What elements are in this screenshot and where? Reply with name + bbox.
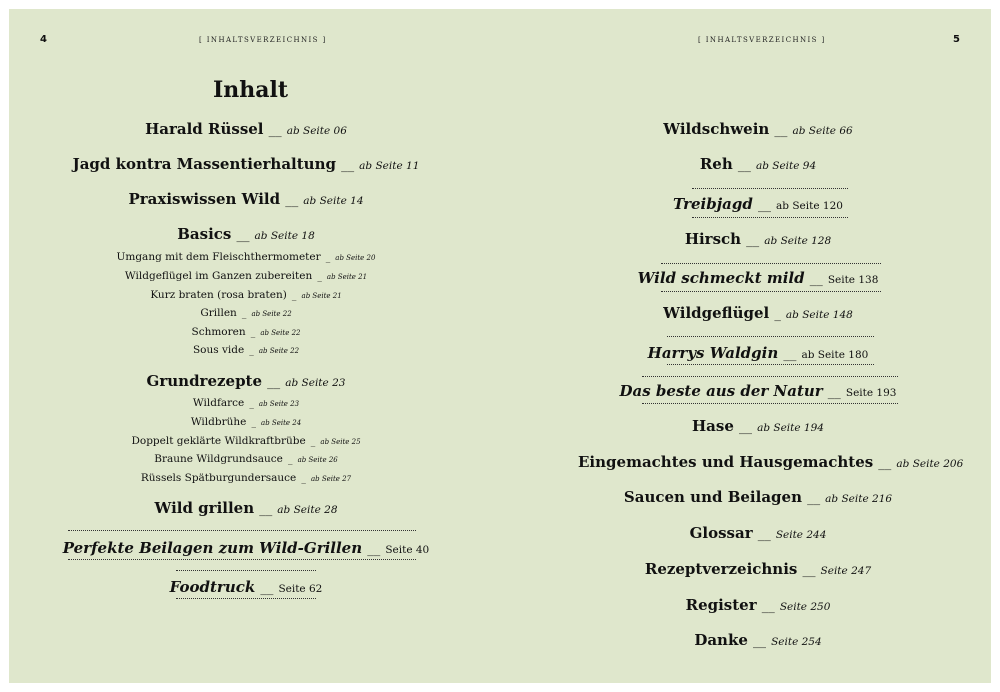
toc-entry[interactable]	[578, 154, 938, 173]
entry-page-ref: ab Seite 180	[801, 349, 869, 361]
entry-name: Foodtruck	[169, 578, 256, 596]
entry-page-ref: ab Seite 25	[320, 438, 361, 446]
entry-separator: _	[301, 474, 306, 484]
entry-name: Treibjagd	[673, 195, 753, 213]
entry-name: Wildgeflügel	[663, 304, 770, 322]
entry-name: Doppelt geklärte Wildkraftbrübe	[131, 435, 306, 447]
dotted-rule	[667, 364, 874, 365]
entry-page-ref: Seite 40	[385, 544, 430, 556]
entry-separator: __	[774, 123, 788, 138]
toc-entry[interactable]	[578, 229, 938, 248]
entry-name: Hase	[692, 417, 734, 435]
dotted-rule	[68, 530, 416, 531]
entry-page-ref: ab Seite 14	[303, 195, 364, 207]
entry-page-ref: ab Seite 26	[297, 456, 338, 464]
entry-page-ref: Seite 247	[820, 565, 872, 577]
entry-page-ref: ab Seite 21	[301, 292, 342, 300]
dotted-rule	[176, 570, 316, 571]
entry-page-ref: Seite 244	[775, 529, 827, 541]
toc-subentry[interactable]	[46, 245, 446, 264]
entry-separator: __	[267, 375, 281, 390]
entry-name: Rezeptverzeichnis	[644, 560, 798, 578]
entry-page-ref: ab Seite 216	[825, 493, 893, 505]
entry-name: Jagd kontra Massentierhaltung	[72, 155, 336, 173]
toc-feature-entry[interactable]	[578, 268, 938, 287]
entry-separator: __	[757, 527, 771, 542]
entry-name: Wildfarce	[192, 397, 245, 409]
entry-page-ref: Seite 254	[771, 636, 822, 648]
entry-separator: __	[807, 491, 821, 506]
toc-feature-entry[interactable]	[578, 194, 938, 213]
dotted-rule	[692, 188, 848, 189]
entry-page-ref: Seite 193	[845, 387, 897, 399]
entry-page-ref: ab Seite 22	[251, 310, 292, 318]
entry-page-ref: ab Seite 27	[310, 475, 352, 483]
toc-entry[interactable]	[46, 119, 446, 138]
toc-entry[interactable]	[46, 498, 446, 517]
dotted-rule	[68, 559, 416, 560]
entry-name: Grillen	[200, 307, 237, 319]
entry-separator: __	[341, 158, 355, 173]
running-head-right: [ INHALTSVERZEICHNIS ]	[698, 36, 826, 44]
toc-entry[interactable]	[578, 452, 964, 471]
entry-name: Reh	[699, 155, 733, 173]
entry-name: Umgang mit dem Fleischthermometer	[116, 251, 321, 263]
toc-subentry[interactable]	[46, 264, 446, 283]
toc-entry[interactable]	[46, 224, 446, 243]
entry-name: Eingemachtes und Hausgemachtes	[578, 453, 874, 471]
toc-subentry[interactable]	[46, 429, 446, 448]
toc-entry[interactable]	[46, 189, 446, 208]
entry-page-ref: ab Seite 18	[254, 230, 315, 242]
entry-name: Hirsch	[684, 230, 742, 248]
entry-name: Wildgeflügel im Ganzen zubereiten	[124, 270, 313, 282]
entry-separator: __	[827, 385, 841, 400]
entry-separator: __	[761, 599, 775, 614]
entry-name: Perfekte Beilagen zum Wild-Grillen	[62, 539, 363, 557]
dotted-rule	[692, 217, 848, 218]
dotted-rule	[642, 376, 898, 377]
toc-entry[interactable]	[46, 154, 446, 173]
entry-separator: _	[249, 399, 254, 409]
dotted-rule	[667, 336, 874, 337]
entry-separator: __	[802, 563, 816, 578]
entry-separator: _	[317, 272, 322, 282]
entry-separator: _	[250, 328, 256, 338]
book-spread	[9, 9, 991, 683]
entry-name: Wild grillen	[154, 499, 255, 517]
entry-page-ref: ab Seite 22	[258, 347, 300, 355]
dotted-rule	[661, 291, 881, 292]
toc-entry[interactable]	[578, 416, 938, 435]
entry-name: Schmoren	[191, 326, 246, 338]
entry-name: Danke	[694, 631, 748, 649]
toc-feature-entry[interactable]	[578, 343, 938, 362]
entry-name: Kurz braten (rosa braten)	[150, 289, 287, 301]
toc-entry[interactable]	[578, 303, 938, 322]
page-number-left: 4	[40, 34, 47, 45]
dotted-rule	[642, 403, 898, 404]
entry-separator: __	[260, 581, 274, 596]
entry-separator: __	[878, 456, 892, 471]
entry-page-ref: Seite 138	[827, 274, 879, 286]
toc-subentry[interactable]	[46, 410, 446, 429]
dotted-rule	[661, 263, 881, 264]
entry-separator: _	[251, 418, 256, 428]
entry-page-ref: ab Seite 21	[326, 273, 368, 281]
entry-separator: __	[259, 502, 273, 517]
entry-page-ref: ab Seite 128	[764, 235, 832, 247]
entry-name: Praxiswissen Wild	[128, 190, 281, 208]
entry-name: Grundrezepte	[146, 372, 263, 390]
toc-subentry[interactable]	[46, 338, 446, 357]
toc-feature-entry[interactable]	[46, 577, 446, 596]
entry-name: Basics	[177, 225, 232, 243]
entry-page-ref: ab Seite 23	[258, 400, 300, 408]
entry-page-ref: ab Seite 206	[896, 458, 964, 470]
toc-title: Inhalt	[213, 77, 289, 103]
entry-name: Wildbrühe	[190, 416, 247, 428]
entry-page-ref: ab Seite 120	[776, 200, 843, 212]
toc-subentry[interactable]	[46, 447, 446, 466]
entry-name: Wild schmeckt mild	[637, 269, 805, 287]
entry-separator: _	[310, 437, 316, 447]
entry-separator: __	[367, 542, 381, 557]
entry-page-ref: ab Seite 20	[335, 254, 376, 262]
entry-name: Harrys Waldgin	[647, 344, 779, 362]
toc-entry[interactable]	[46, 371, 446, 390]
toc-subentry[interactable]	[46, 391, 446, 410]
entry-separator: __	[738, 420, 752, 435]
entry-page-ref: Seite 62	[278, 583, 323, 595]
entry-page-ref: ab Seite 24	[261, 419, 302, 427]
entry-separator: __	[753, 634, 766, 649]
entry-separator: __	[746, 233, 760, 248]
toc-subentry[interactable]	[46, 283, 446, 302]
entry-page-ref: ab Seite 148	[785, 309, 853, 321]
entry-name: Wildschwein	[663, 120, 770, 138]
toc-subentry[interactable]	[46, 320, 446, 339]
entry-page-ref: ab Seite 194	[757, 422, 824, 434]
entry-name: Glossar	[689, 524, 753, 542]
entry-page-ref: ab Seite 11	[359, 160, 420, 172]
entry-name: Register	[685, 596, 757, 614]
entry-page-ref: ab Seite 22	[260, 329, 301, 337]
toc-entry[interactable]	[578, 119, 938, 138]
entry-page-ref: Seite 250	[779, 601, 831, 613]
toc-entry[interactable]	[578, 487, 938, 506]
entry-page-ref: ab Seite 28	[277, 504, 338, 516]
entry-separator: _	[241, 309, 247, 319]
entry-page-ref: ab Seite 94	[755, 160, 817, 172]
toc-entry[interactable]	[578, 559, 938, 578]
entry-separator: __	[757, 198, 771, 213]
entry-name: Das beste aus der Natur	[619, 382, 823, 400]
entry-separator: _	[249, 346, 254, 356]
toc-subentry[interactable]	[46, 301, 446, 320]
running-head-left: [ INHALTSVERZEICHNIS ]	[199, 36, 327, 44]
toc-entry[interactable]	[578, 630, 938, 649]
entry-page-ref: ab Seite 66	[792, 125, 853, 137]
entry-separator: __	[783, 347, 797, 362]
toc-feature-entry[interactable]	[578, 381, 938, 400]
entry-page-ref: ab Seite 23	[285, 377, 346, 389]
entry-name: Harald Rüssel	[145, 120, 264, 138]
entry-separator: __	[737, 158, 751, 173]
entry-page-ref: ab Seite 06	[286, 125, 347, 137]
entry-separator: _	[774, 307, 781, 322]
entry-name: Braune Wildgrundsauce	[154, 453, 283, 465]
toc-entry[interactable]	[578, 523, 938, 542]
toc-subentry[interactable]	[46, 466, 446, 485]
entry-separator: _	[287, 455, 293, 465]
dotted-rule	[176, 598, 316, 599]
entry-separator: __	[268, 123, 282, 138]
left-toc-column	[46, 9, 446, 683]
entry-separator: _	[325, 253, 331, 263]
right-toc-column	[578, 9, 964, 683]
toc-entry[interactable]	[578, 595, 938, 614]
entry-separator: _	[291, 291, 297, 301]
entry-name: Rüssels Spätburgundersauce	[140, 472, 297, 484]
toc-feature-entry[interactable]	[46, 538, 446, 557]
entry-name: Sous vide	[192, 344, 245, 356]
entry-name: Saucen und Beilagen	[623, 488, 802, 506]
page-number-right: 5	[953, 34, 960, 45]
entry-separator: __	[809, 272, 823, 287]
entry-separator: __	[236, 228, 250, 243]
entry-separator: __	[285, 193, 299, 208]
